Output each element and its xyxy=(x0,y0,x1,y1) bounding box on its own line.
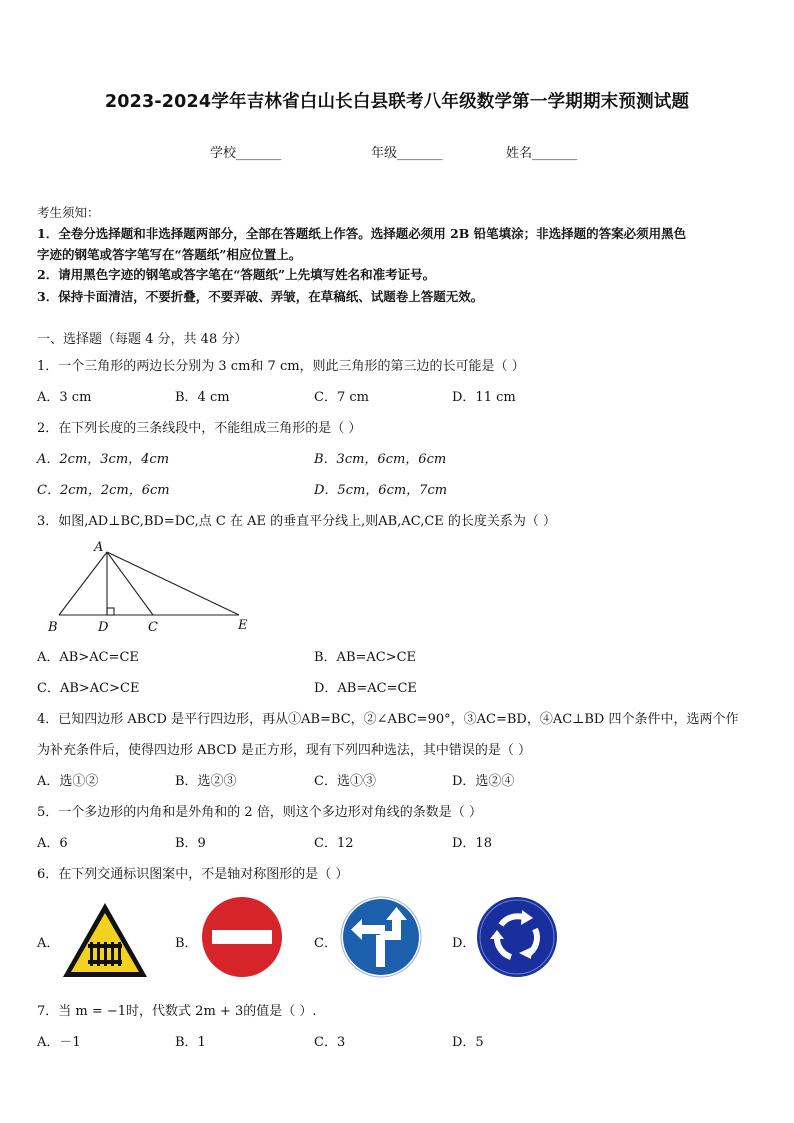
school-field: 学校_______ xyxy=(210,146,282,161)
grade-field: 年级_______ xyxy=(371,146,443,161)
q6-option-c: C． xyxy=(314,936,337,951)
q3-option-d: D．AB=AC=CE xyxy=(314,681,417,696)
q7-option-b: B．1 xyxy=(175,1035,206,1050)
q5-option-b: B．9 xyxy=(175,836,206,851)
q7-option-c: C．3 xyxy=(314,1035,346,1050)
q3-option-a: A．AB>AC=CE xyxy=(37,650,139,665)
no-entry-sign-icon xyxy=(200,895,284,979)
label-a: A xyxy=(94,540,104,555)
q3-option-b: B．AB=AC>CE xyxy=(314,650,417,665)
q5-option-a: A．6 xyxy=(37,836,68,851)
notice-heading: 考生须知： xyxy=(37,205,100,220)
notice-item-1: 1．全卷分选择题和非选择题两部分，全部在答题纸上作答。选择题必须用 2B 铅笔填涂；非选择题的答案必须用黑色 xyxy=(37,226,687,241)
q1-option-b: B．4 cm xyxy=(175,390,230,405)
question-7-stem: 7．当 m = −1时，代数式 2m + 3的值是（ ）. xyxy=(37,1004,317,1019)
q1-option-c: C．7 cm xyxy=(314,390,369,405)
question-6-stem: 6．在下列交通标识图案中，不是轴对称图形的是（ ） xyxy=(37,867,349,882)
q7-option-d: D．5 xyxy=(452,1035,484,1050)
q5-option-d: D．18 xyxy=(452,836,492,851)
q5-option-c: C．12 xyxy=(314,836,354,851)
question-3-stem: 3．如图,AD⊥BC,BD=DC,点 C 在 AE 的垂直平分线上,则AB,AC,CE 的长度关系为（ ） xyxy=(37,514,557,529)
q2-option-a: A．2cm，3cm，4cm xyxy=(37,452,170,467)
q6-option-a: A． xyxy=(37,936,60,951)
question-4-stem: 4．已知四边形 ABCD 是平行四边形，再从①AB=BC，②∠ABC=90°，③AC=BD，④AC⊥BD 四个条件中，选两个作 xyxy=(37,712,739,727)
triangle-diagram xyxy=(44,540,264,634)
name-field: 姓名_______ xyxy=(506,146,578,161)
question-1-stem: 1．一个三角形的两边长分别为 3 cm和 7 cm，则此三角形的第三边的长可能是（ ） xyxy=(37,359,525,374)
q2-option-c: C．2cm，2cm，6cm xyxy=(37,483,170,498)
question-4-stem-cont: 为补充条件后，使得四边形 ABCD 是正方形，现有下列四种选法，其中错误的是（ ） xyxy=(37,743,531,758)
q7-option-a: A．－1 xyxy=(37,1035,81,1050)
segment-ae xyxy=(107,552,239,615)
triangle-figure xyxy=(44,540,264,634)
q1-option-a: A．3 cm xyxy=(37,390,92,405)
q1-option-d: D．11 cm xyxy=(452,390,516,405)
page-title: 2023-2024学年吉林省白山长白县联考八年级数学第一学期期末预测试题 xyxy=(104,92,690,112)
notice-item-3: 3．保持卡面清洁，不要折叠，不要弄破、弄皱，在草稿纸、试题卷上答题无效。 xyxy=(37,289,484,304)
q4-option-a: A．选①② xyxy=(37,774,99,789)
label-b: B xyxy=(48,620,58,634)
q6-option-b: B． xyxy=(175,936,198,951)
q4-option-d: D．选②④ xyxy=(452,774,515,789)
right-angle-mark xyxy=(107,608,114,615)
q2-option-b: B．3cm，6cm，6cm xyxy=(314,452,447,467)
q3-option-c: C．AB>AC>CE xyxy=(37,681,140,696)
q4-option-c: C．选①③ xyxy=(314,774,376,789)
segment-ab xyxy=(59,552,107,615)
notice-item-1-cont: 字迹的钢笔或答字笔写在“答题纸”相应位置上。 xyxy=(37,247,302,262)
label-d: D xyxy=(98,620,109,634)
segment-ac xyxy=(107,552,153,615)
warning-sign-icon xyxy=(60,900,150,980)
q4-option-b: B．选②③ xyxy=(175,774,237,789)
section-heading: 一、选择题（每题 4 分，共 48 分） xyxy=(37,332,248,347)
turn-left-right-sign-icon xyxy=(339,895,423,979)
label-e: E xyxy=(238,618,248,633)
label-c: C xyxy=(148,620,158,634)
question-2-stem: 2．在下列长度的三条线段中，不能组成三角形的是（ ） xyxy=(37,421,362,436)
q6-option-d: D． xyxy=(452,936,476,951)
roundabout-sign-icon xyxy=(475,895,559,979)
notice-item-2: 2．请用黑色字迹的钢笔或答字笔在“答题纸”上先填写姓名和准考证号。 xyxy=(37,267,436,282)
question-5-stem: 5．一个多边形的内角和是外角和的 2 倍，则这个多边形对角线的条数是（ ） xyxy=(37,805,482,820)
q2-option-d: D．5cm，6cm，7cm xyxy=(314,483,448,498)
